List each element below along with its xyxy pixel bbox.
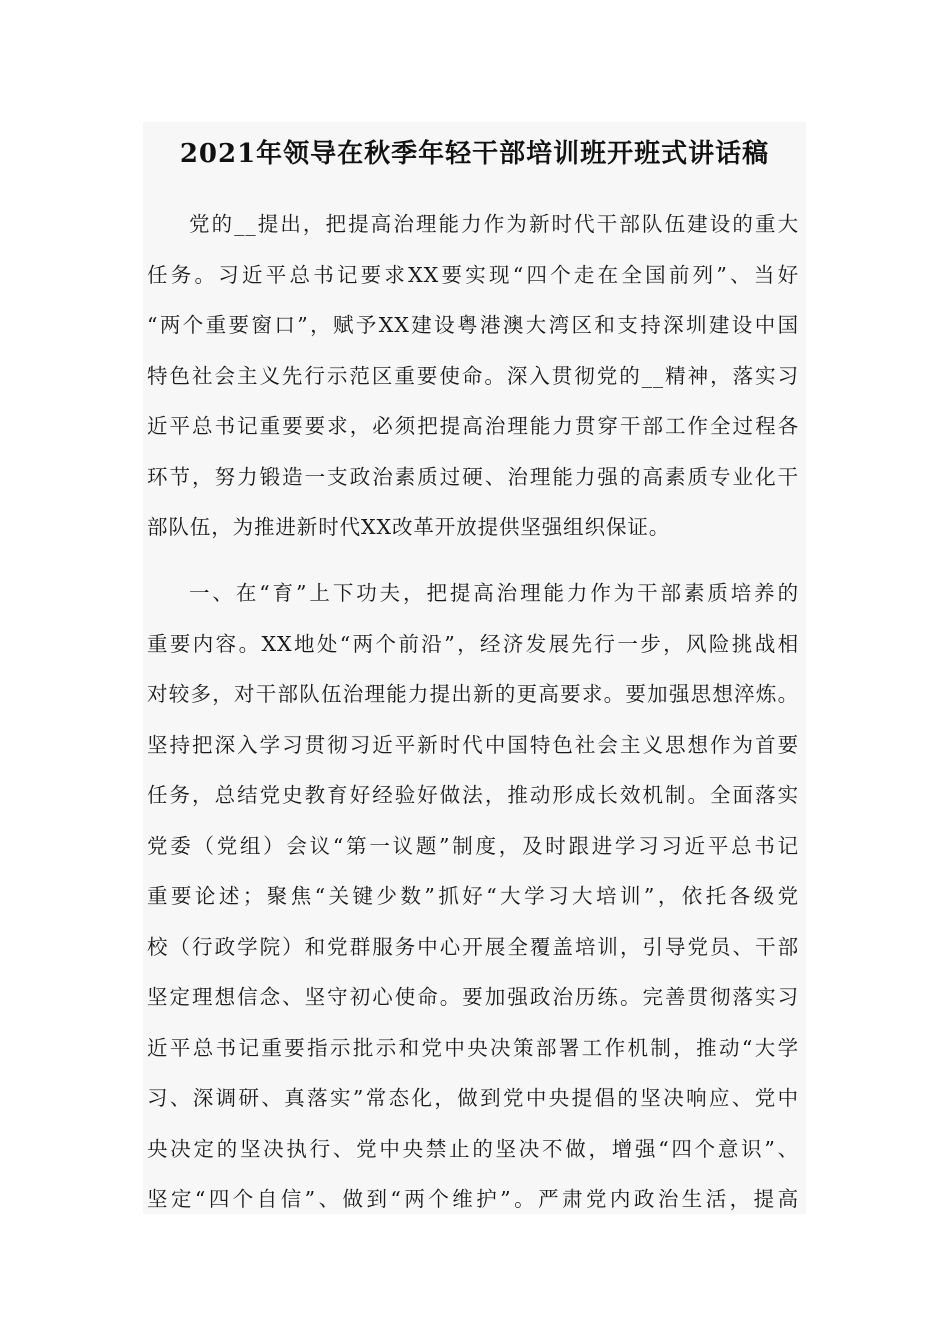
paragraph-intro [147,199,799,553]
text-line: 任务，总结党史教育好经验好做法，推动形成长效机制。全面落实 [147,783,799,807]
text-line: 近平总书记重要要求，必须把提高治理能力贯穿干部工作全过程各 [147,414,799,438]
text-line: 对较多，对干部队伍治理能力提出新的更高要求。要加强思想淬炼。 [147,682,799,706]
text-line: 任务。习近平总书记要求XX要实现“四个走在全国前列”、当好 [147,262,799,287]
text-line: 环节，努力锻造一支政治素质过硬、治理能力强的高素质专业化干 [147,464,799,489]
text-line: 坚定理想信念、坚守初心使命。要加强政治历练。完善贯彻落实习 [147,985,799,1009]
text-line: 一、在“育”上下功夫，把提高治理能力作为干部素质培养的 [189,581,799,605]
paragraph-section-one [147,568,799,1214]
text-line: 部队伍，为推进新时代XX改革开放提供坚强组织保证。 [147,515,671,539]
text-line: 党的__提出，把提高治理能力作为新时代干部队伍建设的重大 [189,212,799,236]
text-line: 坚持把深入学习贯彻习近平新时代中国特色社会主义思想作为首要 [147,732,799,757]
text-line: 习、深调研、真落实”常态化，做到党中央提倡的坚决响应、党中 [147,1086,799,1110]
text-line: 党委（党组）会议“第一议题”制度，及时跟进学习习近平总书记 [147,833,799,858]
document-title: 2021年领导在秋季年轻干部培训班开班式讲话稿 [179,139,770,169]
text-line: 重要内容。XX地处“两个前沿”，经济发展先行一步，风险挑战相 [147,631,799,656]
text-line: 特色社会主义先行示范区重要使命。深入贯彻党的__精神，落实习 [147,363,799,388]
text-line: 坚定“四个自信”、做到“两个维护”。严肃党内政治生活，提高 [147,1187,799,1211]
text-line: 央决定的坚决执行、党中央禁止的坚决不做，增强“四个意识”、 [147,1136,799,1161]
text-line: 近平总书记重要指示批示和党中央决策部署工作机制，推动“大学 [147,1035,799,1060]
text-line: “两个重要窗口”，赋予XX建设粤港澳大湾区和支持深圳建设中国 [147,313,799,337]
text-line: 校（行政学院）和党群服务中心开展全覆盖培训，引导党员、干部 [147,934,799,959]
document-body [143,122,806,1214]
text-line: 重要论述；聚焦“关键少数”抓好“大学习大培训”，依托各级党 [147,884,799,908]
